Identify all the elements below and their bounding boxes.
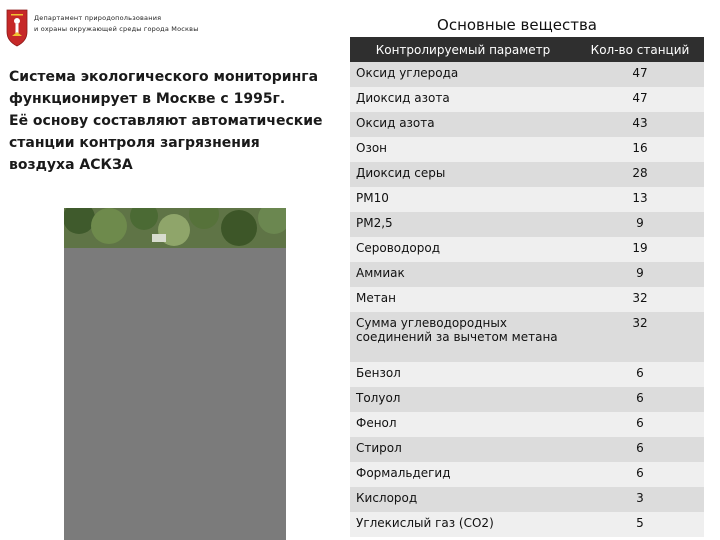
moscow-coat-of-arms-icon <box>6 8 28 48</box>
parameter-cell: Аммиак <box>350 262 576 287</box>
station-count-cell: 6 <box>576 412 704 437</box>
station-count-cell: 6 <box>576 437 704 462</box>
trees-image <box>64 208 286 256</box>
station-count-cell: 28 <box>576 162 704 187</box>
intro-paragraph-1: Система экологического мониторинга функционирует в Москве с 1995г. <box>9 69 319 107</box>
table-row <box>350 137 704 162</box>
monitoring-station-photo <box>64 208 286 540</box>
parameter-cell: Диоксид серы <box>350 162 576 187</box>
substances-table <box>350 37 704 537</box>
parameter-cell: РМ10 <box>350 187 576 212</box>
station-count-cell: 6 <box>576 387 704 412</box>
station-count-cell: 32 <box>576 312 704 362</box>
station-count-cell: 3 <box>576 487 704 512</box>
parameter-cell: Бензол <box>350 362 576 387</box>
table-row <box>350 187 704 212</box>
table-row <box>350 162 704 187</box>
parameter-cell: Оксид углерода <box>350 62 576 87</box>
table-row <box>350 412 704 437</box>
intro-paragraph-2: Её основу составляют автоматические станции контроля загрязнения воздуха АСКЗА <box>9 113 323 173</box>
table-row <box>350 237 704 262</box>
station-count-cell: 19 <box>576 237 704 262</box>
table-row <box>350 312 704 362</box>
parameter-cell: Сумма углеводородных соединений за вычетом метана <box>350 312 576 362</box>
parameter-cell: Толуол <box>350 387 576 412</box>
table-row <box>350 62 704 87</box>
column-header-stations: Кол-во станций <box>576 37 704 62</box>
station-count-cell: 16 <box>576 137 704 162</box>
table-row <box>350 462 704 487</box>
parameter-cell: Фенол <box>350 412 576 437</box>
station-count-cell: 13 <box>576 187 704 212</box>
intro-text <box>9 66 327 176</box>
parameter-cell: Оксид азота <box>350 112 576 137</box>
table-row <box>350 437 704 462</box>
table-row <box>350 262 704 287</box>
station-count-cell: 32 <box>576 287 704 312</box>
station-count-cell: 6 <box>576 362 704 387</box>
table-row <box>350 362 704 387</box>
station-count-cell: 43 <box>576 112 704 137</box>
department-line-1: Департамент природопользования <box>34 14 162 22</box>
station-count-cell: 47 <box>576 87 704 112</box>
parameter-cell: Озон <box>350 137 576 162</box>
table-title: Основные вещества <box>437 16 597 34</box>
station-count-cell: 6 <box>576 462 704 487</box>
station-count-cell: 5 <box>576 512 704 537</box>
table-row <box>350 212 704 237</box>
parameter-cell: Метан <box>350 287 576 312</box>
table-row <box>350 112 704 137</box>
station-count-cell: 9 <box>576 212 704 237</box>
parameter-cell: Стирол <box>350 437 576 462</box>
parameter-cell: Диоксид азота <box>350 87 576 112</box>
department-line-2: и охраны окружающей среды города Москвы <box>34 25 199 33</box>
table-row <box>350 387 704 412</box>
table-row <box>350 87 704 112</box>
station-count-cell: 9 <box>576 262 704 287</box>
table-row <box>350 512 704 537</box>
parameter-cell: Формальдегид <box>350 462 576 487</box>
station-count-cell: 47 <box>576 62 704 87</box>
parameter-cell: Углекислый газ (СО2) <box>350 512 576 537</box>
department-name <box>34 13 199 35</box>
column-header-parameter: Контролируемый параметр <box>350 37 576 62</box>
table-header-row <box>350 37 704 62</box>
parameter-cell: Сероводород <box>350 237 576 262</box>
parameter-cell: Кислород <box>350 487 576 512</box>
parameter-cell: РМ2,5 <box>350 212 576 237</box>
table-row <box>350 487 704 512</box>
table-row <box>350 287 704 312</box>
